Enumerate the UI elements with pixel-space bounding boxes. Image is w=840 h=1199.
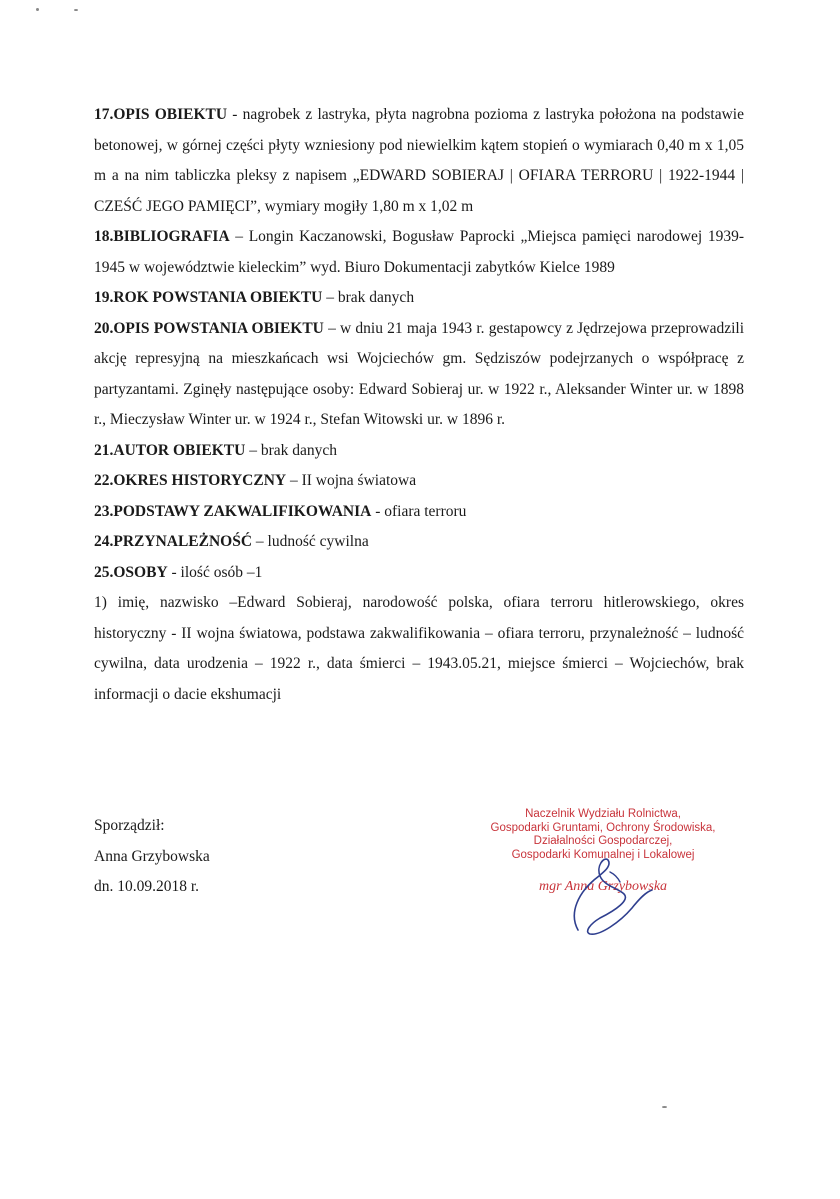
section-text: - ofiara terroru bbox=[371, 502, 467, 520]
document-date: dn. 10.09.2018 r. bbox=[94, 878, 200, 895]
scan-speck bbox=[36, 8, 39, 11]
section-label: 25.OSOBY bbox=[94, 563, 168, 581]
author-block bbox=[94, 811, 210, 903]
document-body bbox=[94, 100, 744, 710]
section-label: 23.PODSTAWY ZAKWALIFIKOWANIA bbox=[94, 502, 372, 520]
section-label: 20.OPIS POWSTANIA OBIEKTU bbox=[94, 319, 324, 337]
section-text: – brak danych bbox=[322, 289, 415, 306]
section-text: – ludność cywilna bbox=[252, 533, 369, 550]
signature-stroke bbox=[574, 859, 652, 934]
person-entry: 1) imię, nazwisko –Edward Sobieraj, narodowość polska, ofiara terroru hitlerowskiego, okres historyczny - II wojna światowa, podstawa zakwalifikowania – ofiara terroru, przynależność – ludność cywilna, data urodzenia – 1922 r., data śmierci – 1943.05.21, miejsce śmierci – Wojciechów, brak informacji o dacie ekshumacji bbox=[94, 594, 744, 703]
section-label: 17.OPIS OBIEKTU bbox=[94, 106, 228, 123]
scan-speck bbox=[74, 9, 78, 11]
section-text: - nagrobek z lastryka, płyta nagrobna pozioma z lastryka położona na podstawie betonowej, w górnej części płyty wzniesiony pod niewielkim kątem stopień o wymiarach 0,40 m x 1,05 m a na nim tabliczka pleksy z napisem „EDWARD SOBIERAJ | OFIARA TERRORU | 1922-1944 | CZEŚĆ JEGO PAMIĘCI”, wymiary mogiły 1,80 m x 1,02 m bbox=[94, 106, 744, 215]
stamp-line: Działalności Gospodarczej, bbox=[533, 835, 673, 847]
section-20 bbox=[94, 314, 744, 436]
section-text: – Longin Kaczanowski, Bogusław Paprocki „Miejsca pamięci narodowej 1939-1945 w województwie kieleckim” wyd. Biuro Dokumentacji zabytków Kielce 1989 bbox=[94, 228, 744, 276]
section-21 bbox=[94, 436, 744, 467]
section-label: 21.AUTOR OBIEKTU bbox=[94, 441, 246, 459]
stamp-line: Naczelnik Wydziału Rolnictwa, bbox=[525, 808, 681, 820]
section-label: 19.ROK POWSTANIA OBIEKTU bbox=[94, 289, 323, 306]
section-24 bbox=[94, 527, 744, 558]
scan-speck bbox=[662, 1106, 667, 1108]
section-18 bbox=[94, 222, 744, 283]
section-23 bbox=[94, 497, 744, 528]
section-label: 18.BIBLIOGRAFIA bbox=[94, 228, 230, 245]
stamp-name: mgr Anna Grzybowska bbox=[538, 879, 668, 894]
section-17 bbox=[94, 100, 744, 222]
section-25 bbox=[94, 558, 744, 589]
section-label: 22.OKRES HISTORYCZNY bbox=[94, 472, 287, 489]
section-text: – brak danych bbox=[245, 441, 337, 459]
section-text: – II wojna światowa bbox=[286, 472, 417, 489]
section-text: – w dniu 21 maja 1943 r. gestapowcy z Jędrzejowa przeprowadzili akcję represyjną na mieszkańcach wsi Wojciechów gm. Sędziszów podejrzanych o współpracę z partyzantami. Zginęły następujące osoby: Edward Sobieraj ur. w 1922 r., Aleksander Winter ur. w 1898 r., Mieczysław Winter ur. w 1924 r., Stefan Witowski ur. w 1896 r. bbox=[94, 319, 745, 428]
section-label: 24.PRZYNALEŻNOŚĆ bbox=[94, 533, 253, 550]
handwritten-signature bbox=[560, 852, 670, 942]
section-19 bbox=[94, 283, 744, 314]
author-name: Anna Grzybowska bbox=[94, 847, 210, 865]
stamp-line: Gospodarki Gruntami, Ochrony Środowiska, bbox=[490, 821, 716, 834]
section-22 bbox=[94, 466, 744, 497]
stamp-line: Gospodarki Komunalnej i Lokalowej bbox=[511, 848, 695, 861]
signature-stroke bbox=[610, 872, 620, 882]
section-text: - ilość osób –1 bbox=[167, 563, 263, 581]
prepared-by-label: Sporządził: bbox=[94, 817, 165, 834]
